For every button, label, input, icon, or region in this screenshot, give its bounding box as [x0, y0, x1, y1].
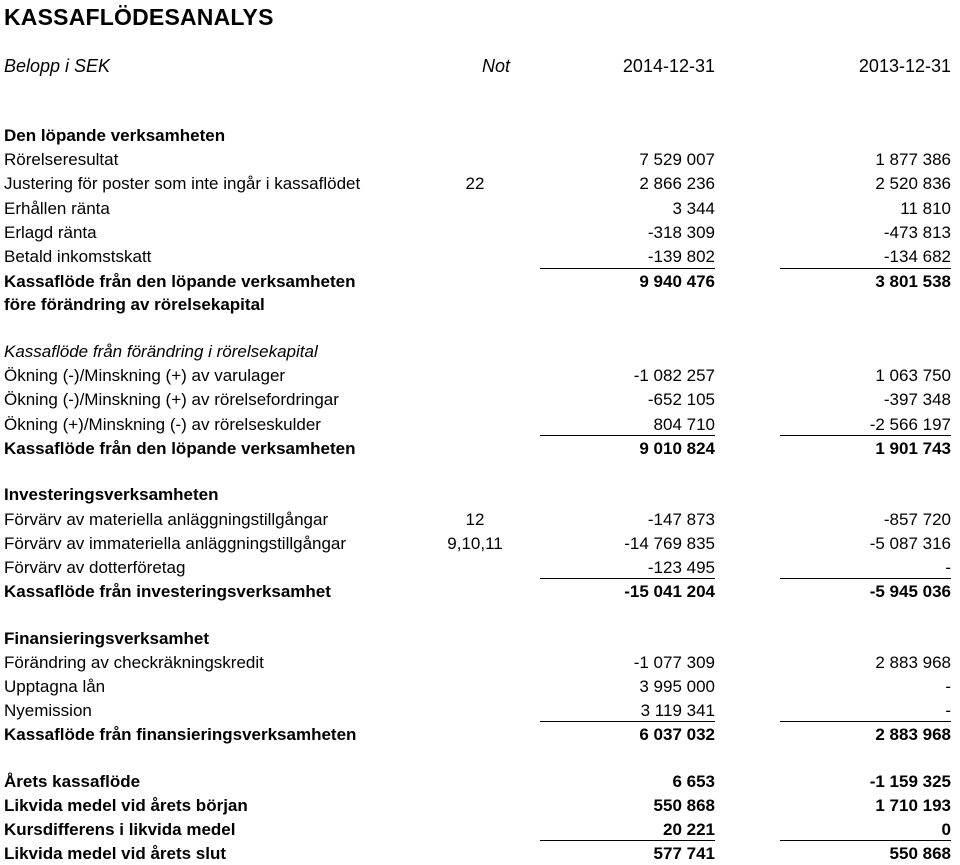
- table-row: [0, 627, 960, 650]
- value-2014: 7 529 007: [639, 150, 715, 169]
- row-label: Rörelseresultat: [4, 150, 119, 169]
- value-2013: 0: [941, 820, 951, 839]
- value-2014: 2 866 236: [639, 174, 715, 193]
- subtotal-rule: [540, 435, 715, 436]
- value-2013: -5 945 036: [869, 582, 951, 601]
- subtotal-rule: [540, 721, 715, 722]
- row-label: Förvärv av materiella anläggningstillgångar: [4, 510, 329, 529]
- row-label: Den löpande verksamheten: [4, 126, 226, 145]
- table-row: [0, 723, 960, 746]
- row-label: före förändring av rörelsekapital: [4, 295, 265, 314]
- row-label: Likvida medel vid årets slut: [4, 844, 227, 863]
- value-2014: 3 119 341: [640, 701, 715, 720]
- value-2013: 3 801 538: [875, 272, 951, 291]
- value-2013: -1 159 325: [869, 772, 951, 791]
- row-label: Investeringsverksamheten: [4, 485, 219, 504]
- value-2013: 11 810: [900, 199, 951, 218]
- value-2013: 1 063 750: [875, 366, 951, 385]
- amount-unit-label: Belopp i SEK: [4, 56, 111, 76]
- table-row: [0, 364, 960, 387]
- table-row: [0, 483, 960, 506]
- table-row: [0, 293, 960, 316]
- value-2014: 6 037 032: [639, 725, 715, 744]
- value-2013: 2 520 836: [875, 174, 951, 193]
- row-label: Erhållen ränta: [4, 199, 110, 218]
- value-2014: 20 221: [663, 820, 715, 839]
- subtotal-rule: [540, 578, 715, 579]
- table-row: [0, 556, 960, 579]
- row-label: Kassaflöde från förändring i rörelsekapital: [4, 342, 318, 361]
- row-note: 9,10,11: [447, 534, 503, 553]
- table-row: [0, 148, 960, 171]
- row-label: Ökning (-)/Minskning (+) av varulager: [4, 366, 286, 385]
- value-2013: -5 087 316: [869, 534, 951, 553]
- value-2013: 1 710 193: [875, 796, 951, 815]
- row-label: Betald inkomstskatt: [4, 247, 152, 266]
- table-row: [0, 532, 960, 555]
- value-2014: 3 995 000: [639, 677, 715, 696]
- value-2014: 9 010 824: [639, 439, 715, 458]
- subtotal-rule: [780, 435, 951, 436]
- value-2013: 1 901 743: [875, 439, 951, 458]
- value-2013: -2 566 197: [869, 415, 951, 434]
- row-label: Kassaflöde från investeringsverksamhet: [4, 582, 331, 601]
- note-column-header: Not: [482, 56, 511, 76]
- value-2014: 804 710: [653, 415, 715, 434]
- value-2013: 1 877 386: [875, 150, 951, 169]
- row-label: Förändring av checkräkningskredit: [4, 653, 264, 672]
- row-note: 12: [465, 510, 485, 529]
- value-2013: -: [945, 677, 951, 696]
- value-2014: -1 082 257: [633, 366, 715, 385]
- value-2014: 9 940 476: [639, 272, 715, 291]
- row-label: Kassaflöde från den löpande verksamheten: [4, 439, 356, 458]
- value-2014: 577 741: [653, 844, 715, 863]
- subtotal-rule: [540, 268, 715, 269]
- value-2014: -15 041 204: [624, 582, 715, 601]
- table-row: [0, 437, 960, 460]
- report-title: KASSAFLÖDESANALYS: [4, 4, 274, 30]
- table-row: [0, 818, 960, 841]
- table-row: [0, 794, 960, 817]
- value-2014: -139 802: [647, 247, 715, 266]
- table-row: [0, 388, 960, 411]
- row-label: Årets kassaflöde: [4, 772, 141, 791]
- value-2013: 2 883 968: [875, 653, 951, 672]
- row-note: 22: [465, 174, 485, 193]
- table-row: [0, 413, 960, 436]
- value-2014: -147 873: [647, 510, 715, 529]
- table-row: [0, 197, 960, 220]
- value-2014: 3 344: [672, 199, 715, 218]
- table-row: [0, 675, 960, 698]
- value-2014: -652 105: [647, 390, 715, 409]
- row-label: Nyemission: [4, 701, 92, 720]
- value-2014: 550 868: [653, 796, 715, 815]
- value-2013: -: [945, 701, 951, 720]
- date-column-2014: 2014-12-31: [622, 56, 715, 76]
- value-2014: -14 769 835: [624, 534, 715, 553]
- value-2013: 550 868: [889, 844, 951, 863]
- row-label: Erlagd ränta: [4, 223, 97, 242]
- row-label: Upptagna lån: [4, 677, 106, 696]
- table-row: [0, 699, 960, 722]
- table-row: [0, 245, 960, 268]
- value-2014: -123 495: [647, 558, 715, 577]
- value-2014: -318 309: [647, 223, 715, 242]
- table-row: [0, 221, 960, 244]
- subtotal-rule: [780, 721, 951, 722]
- subtotal-rule: [540, 840, 715, 841]
- row-label: Kassaflöde från finansieringsverksamheten: [4, 725, 357, 744]
- row-label: Ökning (+)/Minskning (-) av rörelseskulder: [4, 415, 321, 434]
- subtotal-rule: [780, 840, 951, 841]
- table-row: [0, 770, 960, 793]
- table-row: [0, 270, 960, 293]
- row-label: Kursdifferens i likvida medel: [4, 820, 236, 839]
- row-label: Justering för poster som inte ingår i kassaflödet: [4, 174, 361, 193]
- value-2013: -: [945, 558, 951, 577]
- table-row: [0, 172, 960, 195]
- table-row: [0, 580, 960, 603]
- value-2014: -1 077 309: [633, 653, 715, 672]
- value-2013: -134 682: [883, 247, 951, 266]
- value-2013: -473 813: [883, 223, 951, 242]
- value-2013: -857 720: [883, 510, 951, 529]
- row-label: Likvida medel vid årets början: [4, 796, 248, 815]
- subtotal-rule: [780, 268, 951, 269]
- row-label: Förvärv av immateriella anläggningstillgångar: [4, 534, 347, 553]
- value-2014: 6 653: [672, 772, 715, 791]
- row-label: Kassaflöde från den löpande verksamheten: [4, 272, 356, 291]
- value-2013: -397 348: [883, 390, 951, 409]
- date-column-2013: 2013-12-31: [858, 56, 951, 76]
- table-row: [0, 124, 960, 147]
- row-label: Förvärv av dotterföretag: [4, 558, 186, 577]
- subtotal-rule: [780, 578, 951, 579]
- table-row: [0, 842, 960, 865]
- row-label: Ökning (-)/Minskning (+) av rörelsefordringar: [4, 390, 339, 409]
- row-label: Finansieringsverksamhet: [4, 629, 210, 648]
- value-2013: 2 883 968: [875, 725, 951, 744]
- table-row: [0, 340, 960, 363]
- table-row: [0, 651, 960, 674]
- table-row: [0, 508, 960, 531]
